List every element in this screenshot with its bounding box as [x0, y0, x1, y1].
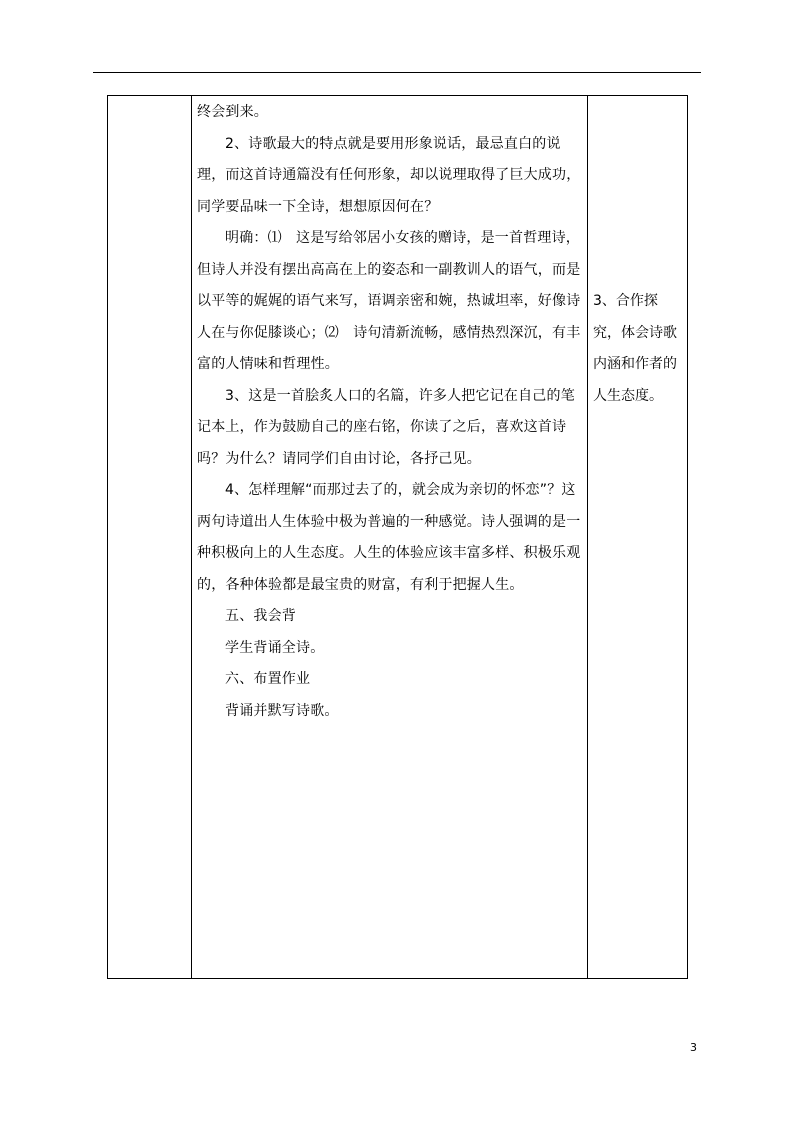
header-rule	[93, 72, 701, 73]
design-intent-note: 3、合作探究，体会诗歌内涵和作者的人生态度。	[593, 293, 677, 404]
teaching-process-cell	[192, 96, 587, 727]
section-6-heading: 六、布置作业	[225, 671, 311, 687]
question-2: 2、诗歌最大的特点就是要用形象说话，最忌直白的说理，而这首诗通篇没有任何形象，却以说理取得了巨大成功，同学要品味一下全诗，想想原因何在？	[197, 135, 581, 215]
column-divider-right	[587, 96, 588, 978]
section-5-heading: 五、我会背	[225, 608, 296, 624]
design-intent-cell	[589, 286, 687, 412]
page-number: 3	[690, 1041, 697, 1054]
answer-clarification: 明确：⑴ 这是写给邻居小女孩的赠诗，是一首哲理诗，但诗人并没有摆出高高在上的姿态和一副教训人的语气，而是以平等的娓娓的语气来写，语调亲密和婉，热诚坦率，好像诗人在与你促膝谈心；⑵ 诗句清新流畅，感情热烈深沉，有丰富的人情味和哲理性。	[197, 230, 581, 372]
section-5-body: 学生背诵全诗。	[225, 639, 325, 656]
continuation-line: 终会到来。	[197, 104, 268, 120]
lesson-plan-table	[107, 95, 688, 979]
section-6-body: 背诵并默写诗歌。	[225, 702, 339, 719]
question-4: 4、怎样理解“而那过去了的，就会成为亲切的怀恋”？这两句诗道出人生体验中极为普遍的一种感觉。诗人强调的是一种积极向上的人生态度。人生的体验应该丰富多样、积极乐观的，各种体验都是最宝贵的财富，有利于把握人生。	[197, 482, 581, 593]
question-3: 3、这是一首脍炙人口的名篇，许多人把它记在自己的笔记本上，作为鼓励自己的座右铭，你读了之后，喜欢这首诗吗？为什么？请同学们自由讨论，各抒己见。	[197, 387, 575, 467]
